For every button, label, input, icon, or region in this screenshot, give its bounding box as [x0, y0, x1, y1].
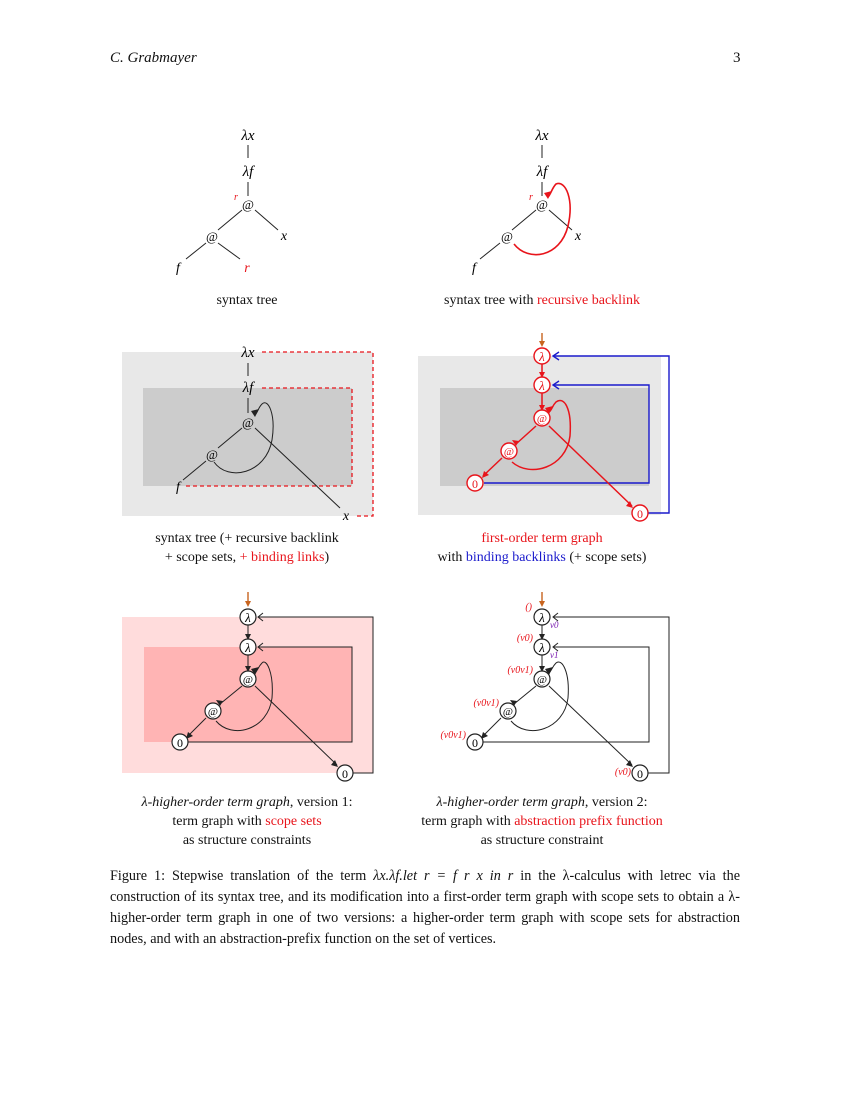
app-node-top: @	[242, 415, 254, 430]
var-f-leaf: f	[176, 261, 180, 276]
caption-text: + scope sets,	[164, 550, 240, 565]
caption-line: as structure constraint	[480, 833, 604, 848]
caption-line	[87, 812, 407, 831]
prefix-label: (v0v1)	[507, 665, 533, 676]
vertex-name-v0: v0	[550, 620, 559, 630]
backlink-tree-diagram	[460, 120, 620, 280]
scope-tree-caption	[87, 529, 407, 567]
caption-highlight: binding backlinks	[465, 550, 566, 565]
higher-order-v2-diagram	[430, 585, 680, 785]
caption-line	[382, 812, 702, 831]
var-x-leaf: x	[280, 229, 288, 244]
app-node-top: @	[536, 413, 548, 425]
backlink-tree-caption	[382, 291, 702, 310]
caption-text: (+ scope sets)	[565, 550, 647, 565]
var-f-leaf: f	[472, 261, 476, 276]
caption-line: first-order term graph	[481, 531, 603, 546]
prefix-label: (v0v1)	[440, 730, 466, 741]
prefix-label: (v0)	[516, 633, 533, 644]
var-node-right: 0	[637, 507, 643, 521]
var-node-left: 0	[177, 736, 183, 750]
syntax-tree-diagram	[160, 120, 320, 280]
lambda-term: λx.λf.let r = f r x in r	[373, 868, 514, 884]
caption-italic: λ-higher-order term graph	[436, 795, 585, 810]
syntax-tree-caption: syntax tree	[216, 293, 278, 308]
lambda-node-outer: λ	[539, 610, 545, 625]
caption-line	[87, 793, 407, 812]
caption-text: , version 2:	[584, 795, 648, 810]
caption-line: as structure constraints	[182, 833, 312, 848]
figure-label: Figure 1:	[110, 868, 166, 884]
var-x-leaf: x	[342, 509, 350, 524]
caption-text: in the λ-calculus with letrec via the construction of its syntax tree, and its modification into a first-order term graph with scope sets to obtain a λ-higher-order term graph in one of two versions: a higher-order term graph with scope sets for abstraction nodes, and with an abstraction-prefix function on the set of vertices.	[110, 868, 741, 947]
app-node-top: @	[242, 674, 254, 686]
app-node-left: @	[206, 447, 218, 462]
lambda-x-node: λx	[241, 128, 255, 144]
var-x-leaf: x	[574, 229, 582, 244]
lambda-node-inner: λ	[245, 640, 251, 655]
lambda-node-inner: λ	[539, 640, 545, 655]
var-node-left: 0	[472, 477, 478, 491]
lambda-node-inner: λ	[539, 378, 545, 393]
caption-text: with	[437, 550, 466, 565]
var-f-leaf: f	[176, 480, 180, 495]
higher-order-v1-diagram	[115, 585, 385, 785]
app-node-left: @	[207, 706, 219, 718]
figure-caption	[110, 866, 740, 950]
app-node-top: @	[242, 197, 254, 212]
var-node-right: 0	[637, 767, 643, 781]
lambda-f-node: λf	[242, 164, 254, 180]
app-node-left: @	[503, 446, 515, 458]
caption-text: term graph with	[421, 814, 515, 829]
page-number: 3	[733, 50, 741, 66]
var-node-right: 0	[342, 767, 348, 781]
caption-line	[382, 793, 702, 812]
first-order-caption	[382, 529, 702, 567]
lambda-f-node: λf	[536, 164, 548, 180]
caption-text: syntax tree with	[444, 293, 537, 308]
r-label-small: r	[234, 192, 238, 203]
caption-text: )	[324, 550, 330, 565]
var-node-left: 0	[472, 736, 478, 750]
r-label-small: r	[529, 192, 533, 203]
caption-highlight: scope sets	[265, 814, 322, 829]
higher-order-v2-caption	[382, 793, 702, 850]
caption-highlight: + binding links	[239, 550, 325, 565]
lambda-x-node: λx	[241, 345, 255, 361]
caption-line	[382, 548, 702, 567]
prefix-label: ()	[525, 602, 532, 613]
first-order-graph-diagram	[410, 330, 690, 525]
scope-tree-diagram	[115, 340, 385, 525]
prefix-label: (v0v1)	[473, 698, 499, 709]
caption-text: Stepwise translation of the term	[172, 868, 367, 884]
caption-italic: λ-higher-order term graph	[141, 795, 290, 810]
caption-text: , version 1:	[289, 795, 353, 810]
lambda-node-outer: λ	[539, 349, 545, 364]
lambda-node-outer: λ	[245, 610, 251, 625]
higher-order-v1-caption	[87, 793, 407, 850]
lambda-f-node: λf	[242, 380, 254, 396]
running-head-author: C. Grabmayer	[110, 50, 197, 66]
caption-highlight: abstraction prefix function	[514, 814, 663, 829]
caption-highlight: recursive backlink	[536, 293, 640, 308]
app-node-top: @	[536, 197, 548, 212]
app-node-left: @	[501, 229, 513, 244]
app-node-left: @	[206, 229, 218, 244]
app-node-top: @	[536, 674, 548, 686]
caption-line: syntax tree (+ recursive backlink	[155, 531, 339, 546]
prefix-label: (v0)	[614, 767, 631, 778]
caption-line	[87, 548, 407, 567]
vertex-name-v1: v1	[550, 650, 559, 660]
lambda-x-node: λx	[535, 128, 549, 144]
caption-text: term graph with	[172, 814, 266, 829]
r-leaf: r	[244, 261, 250, 276]
app-node-left: @	[502, 706, 514, 718]
